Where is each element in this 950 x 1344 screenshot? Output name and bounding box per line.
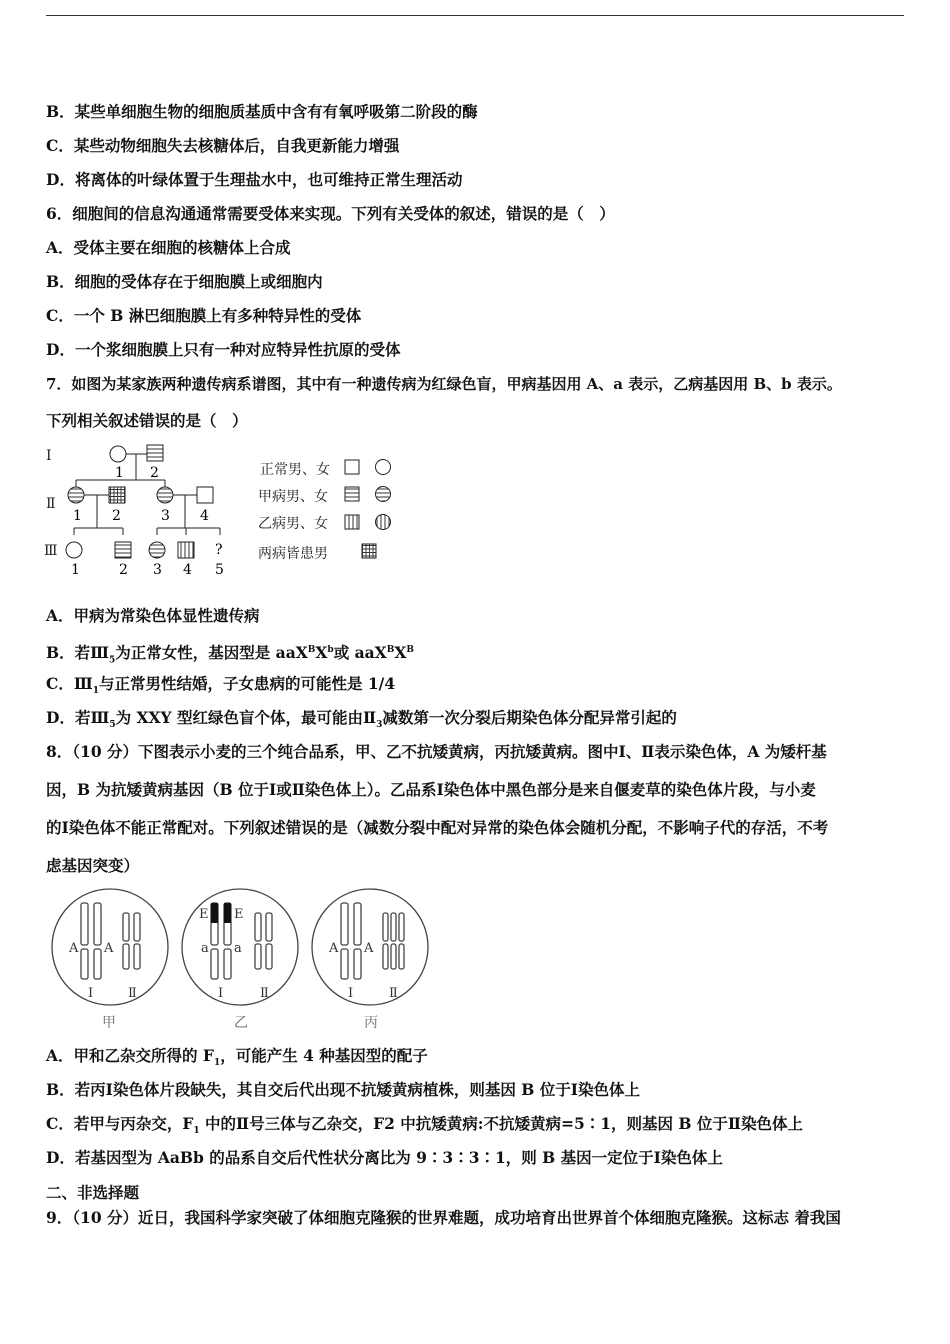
jia-label-I: Ⅰ — [88, 986, 94, 1001]
q7-option-d: D．若$Ⅲ_5$为 XXY 型红绿色盲个体，最可能由$Ⅱ_3$减数第一次分裂后期染色体分配异常引起的 — [46, 708, 677, 731]
II2-both-male — [109, 487, 125, 503]
III5-number: 5 — [215, 562, 224, 578]
q5-option-c: C．某些动物细胞失去核糖体后，自我更新能力增强 — [46, 136, 400, 155]
III5-unknown-mark: ? — [215, 542, 223, 558]
I2-number: 2 — [150, 465, 159, 481]
q8-option-d: D．若基因型为 AaBb 的品系自交后代性状分离比为 9∶3∶3∶1，则 B 基因一定位于Ⅰ染色体上 — [46, 1148, 723, 1167]
I1-number: 1 — [115, 465, 124, 481]
q6-option-d: D．一个浆细胞膜上只有一种对应特异性抗原的受体 — [46, 340, 401, 359]
q7-option-b: B．若$Ⅲ_5$为正常女性，基因型是 $aaX^BX^b$或 $aaX^BX^B$ — [46, 643, 414, 666]
III4-number: 4 — [183, 562, 192, 578]
legend-both-label: 两病皆患男 — [258, 546, 328, 562]
q6-option-b: B．细胞的受体存在于细胞膜上或细胞内 — [46, 272, 323, 291]
III3-jia-female — [149, 542, 165, 558]
alien-segment-right — [224, 903, 231, 923]
wheat-chromosome-figure — [45, 885, 445, 1035]
III4-yi-male — [178, 542, 194, 558]
yi-gene-E-left: E — [199, 907, 209, 922]
caption-jia: 甲 — [102, 1015, 116, 1031]
III2-number: 2 — [119, 562, 128, 578]
yi-gene-E-right: E — [234, 907, 244, 922]
legend-jia-female-icon — [376, 487, 391, 502]
bing-label-I: Ⅰ — [348, 986, 354, 1001]
legend-yi-male-icon — [345, 515, 359, 529]
pedigree-diagram — [40, 440, 420, 585]
q8-stem-3: 的Ⅰ染色体不能正常配对。下列叙述错误的是（减数分裂中配对异常的染色体会随机分配，不影响子代的存活，不考 — [46, 818, 829, 837]
q9-stem: 9．（10 分）近日，我国科学家突破了体细胞克隆猴的世界难题，成功培育出世界首个体细胞克隆猴。这标志 着我国 — [46, 1208, 841, 1227]
yi-gene-a-left: a — [201, 941, 209, 956]
II3-number: 3 — [161, 508, 170, 524]
II4-normal-male — [197, 487, 213, 503]
legend-yi-label: 乙病男、女 — [258, 516, 328, 532]
II1-number: 1 — [73, 508, 82, 524]
yi-gene-a-right: a — [234, 941, 242, 956]
q6-option-a: A．受体主要在细胞的核糖体上合成 — [46, 238, 291, 257]
legend-jia-male-icon — [345, 487, 359, 501]
yi-label-I: Ⅰ — [218, 986, 224, 1001]
q8-stem-2: 因，B 为抗矮黄病基因（B 位于Ⅰ或Ⅱ染色体上）。乙品系Ⅰ染色体中黑色部分是来自偃麦草的染色体片段，与小麦 — [46, 780, 816, 799]
III3-number: 3 — [153, 562, 162, 578]
II4-number: 4 — [200, 508, 209, 524]
q5-option-b: B．某些单细胞生物的细胞质基质中含有有氧呼吸第二阶段的酶 — [46, 102, 478, 121]
yi-label-II: Ⅱ — [260, 986, 269, 1001]
III2-jia-male — [115, 542, 131, 558]
caption-yi: 乙 — [234, 1015, 248, 1031]
legend-normal-female-icon — [376, 460, 391, 475]
q8-option-c: C．若甲与丙杂交，$F_1$ 中的Ⅱ号三体与乙杂交，F2 中抗矮黄病:不抗矮黄病=5∶1，则基因 B 位于Ⅱ染色体上 — [46, 1114, 803, 1137]
I1-normal-female — [110, 446, 126, 462]
legend-yi-female-icon — [376, 515, 391, 530]
q7-stem-1: 7．如图为某家族两种遗传病系谱图，其中有一种遗传病为红绿色盲，甲病基因用 A、a 表示，乙病基因用 B、b 表示。 — [46, 375, 842, 393]
III1-normal-female — [66, 542, 82, 558]
q8-option-a: A．甲和乙杂交所得的 $F_1$，可能产生 4 种基因型的配子 — [46, 1046, 428, 1069]
section-heading-nonchoice: 二、非选择题 — [46, 1183, 140, 1202]
q6-stem: 6．细胞间的信息沟通通常需要受体来实现。下列有关受体的叙述，错误的是（ ） — [46, 204, 615, 223]
jia-label-II: Ⅱ — [128, 986, 137, 1001]
legend-normal-label: 正常男、女 — [260, 462, 330, 478]
jia-gene-A-right: A — [104, 941, 114, 956]
gen-label-2: Ⅱ — [46, 496, 56, 512]
q7-option-c: C．$Ⅲ_1$与正常男性结婚，子女患病的可能性是 1/4 — [46, 674, 396, 697]
q7-stem-2: 下列相关叙述错误的是（ ） — [46, 411, 248, 430]
legend-normal-male-icon — [345, 460, 359, 474]
II2-number: 2 — [112, 508, 121, 524]
bing-gene-A-right: A — [364, 941, 374, 956]
gen-label-1: Ⅰ — [46, 448, 52, 464]
gen-label-3: Ⅲ — [44, 543, 58, 559]
alien-segment-left — [211, 903, 218, 923]
q5-option-d: D．将离体的叶绿体置于生理盐水中，也可维持正常生理活动 — [46, 170, 463, 189]
I2-jia-male — [147, 445, 163, 461]
II1-jia-female — [68, 487, 84, 503]
q8-stem-4: 虑基因突变） — [46, 856, 140, 875]
jia-gene-A-left: A — [69, 941, 79, 956]
III1-number: 1 — [71, 562, 80, 578]
bing-gene-A-left: A — [329, 941, 339, 956]
header-rule — [46, 15, 904, 16]
caption-bing: 丙 — [364, 1015, 378, 1031]
q8-stem-1: 8．（10 分）下图表示小麦的三个纯合品系，甲、乙不抗矮黄病，丙抗矮黄病。图中Ⅰ、Ⅱ表示染色体，A 为矮杆基 — [46, 742, 827, 761]
q8-option-b: B．若丙Ⅰ染色体片段缺失，其自交后代出现不抗矮黄病植株，则基因 B 位于Ⅰ染色体上 — [46, 1080, 640, 1099]
q7-option-a: A．甲病为常染色体显性遗传病 — [46, 606, 260, 625]
legend-jia-label: 甲病男、女 — [258, 489, 328, 505]
II3-jia-female — [157, 487, 173, 503]
bing-label-II: Ⅱ — [389, 986, 398, 1001]
q6-option-c: C．一个 B 淋巴细胞膜上有多种特异性的受体 — [46, 306, 362, 325]
legend-both-male-icon — [362, 544, 376, 558]
